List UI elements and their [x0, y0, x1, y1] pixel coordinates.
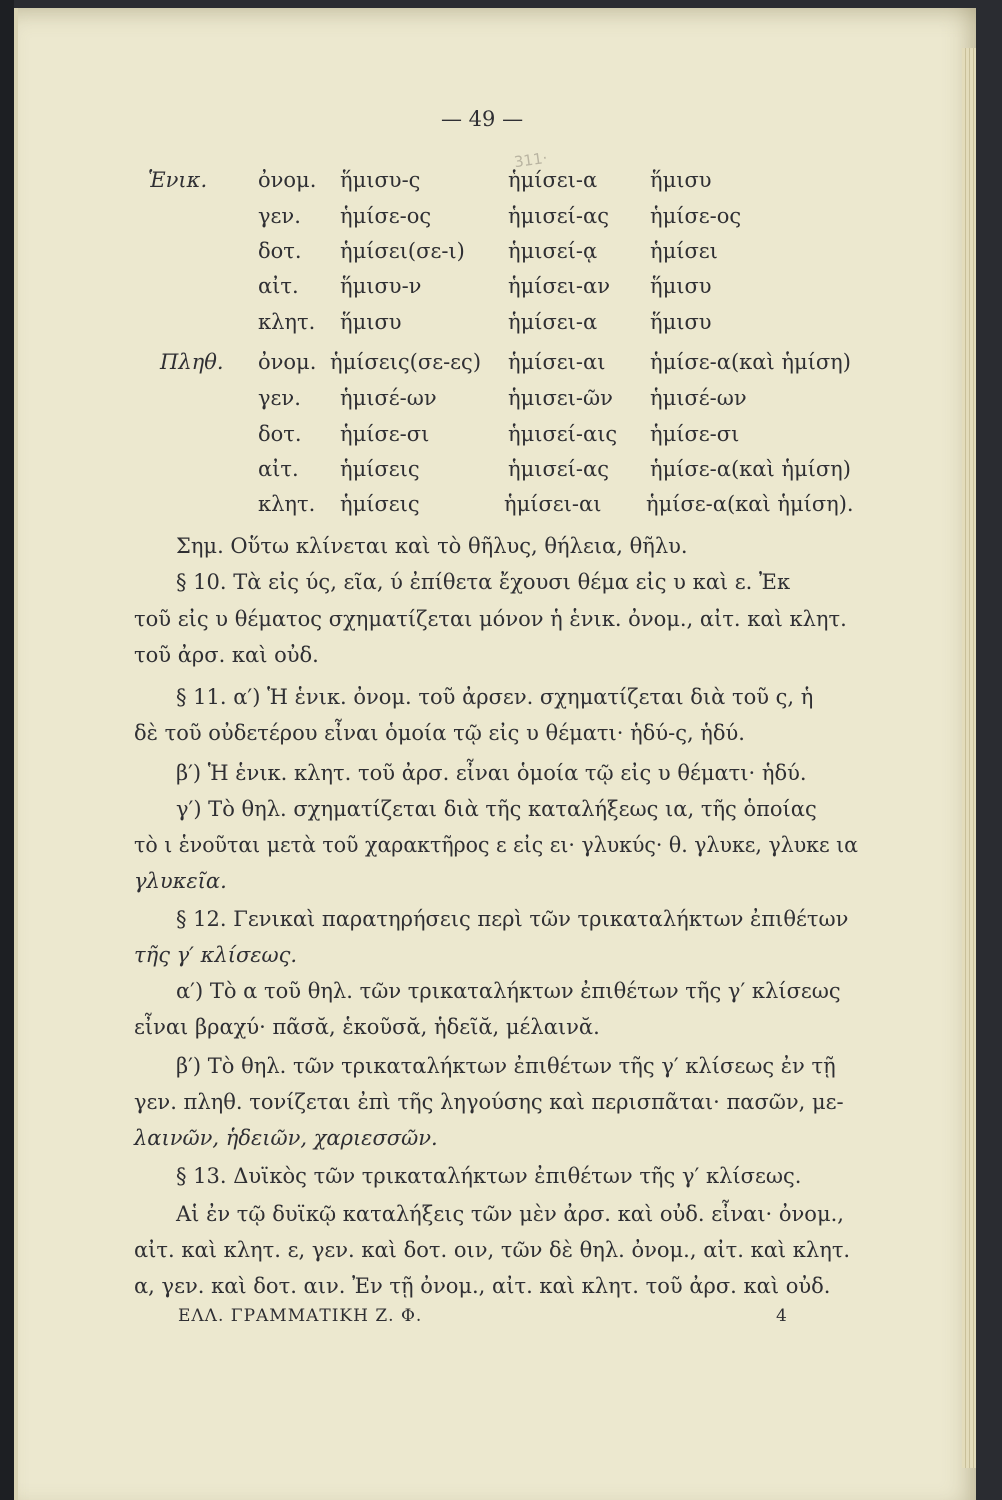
text-line: λαινῶν, ἡδειῶν, χαριεσσῶν. [134, 1126, 438, 1150]
text-line: γ′) Τὸ θηλ. σχηματίζεται διὰ τῆς καταλήξεως ια, τῆς ὁποίας [176, 797, 817, 821]
masculine-form: ἡμίσεις [340, 457, 420, 481]
text-line: α′) Τὸ α τοῦ θηλ. τῶν τρικαταλήκτων ἐπιθέτων τῆς γ′ κλίσεως [176, 979, 841, 1003]
case-label: κλητ. [258, 310, 316, 334]
case-label: δοτ. [258, 239, 302, 263]
feminine-form: ἡμίσει-α [508, 310, 598, 334]
text-line: γλυκεῖα. [134, 869, 227, 893]
masculine-form: ἡμίσε-ος [340, 204, 432, 228]
neuter-form: ἡμίσε-σι [650, 422, 740, 446]
text-line: δὲ τοῦ οὐδετέρου εἶναι ὁμοία τῷ εἰς υ θέματι· ἡδύ-ς, ἡδύ. [134, 721, 745, 745]
case-label: κλητ. [258, 492, 316, 516]
case-label: δοτ. [258, 422, 302, 446]
book-binding [0, 0, 14, 1500]
plural-label: Πληθ. [160, 350, 224, 374]
neuter-form: ἡμίσε-α(καὶ ἡμίση) [650, 350, 851, 374]
masculine-form: ἡμίσε-σι [340, 422, 430, 446]
masculine-form: ἥμισυ-ν [340, 274, 422, 298]
text-line: τοῦ εἰς υ θέματος σχηματίζεται μόνον ἡ ἑνικ. ὀνομ., αἰτ. καὶ κλητ. [134, 607, 847, 631]
signature-number: 4 [776, 1306, 788, 1326]
footer-title: ΕΛΛ. ΓΡΑΜΜΑΤΙΚΗ Ζ. Φ. [178, 1306, 423, 1326]
text-line: § 13. Δυϊκὸς τῶν τρικαταλήκτων ἐπιθέτων τῆς γ′ κλίσεως. [176, 1164, 802, 1188]
neuter-form: ἡμίσε-α(καὶ ἡμίση). [646, 492, 854, 516]
note-line: Σημ. Οὕτω κλίνεται καὶ τὸ θῆλυς, θήλεια, θῆλυ. [176, 534, 688, 558]
page-number: — 49 — [441, 107, 524, 131]
feminine-form: ἡμισεί-ας [508, 204, 609, 228]
masculine-form: ἡμίσει(σε-ι) [340, 239, 465, 263]
text-line: α, γεν. καὶ δοτ. αιν. Ἐν τῇ ὀνομ., αἰτ. καὶ κλητ. τοῦ ἀρσ. καὶ οὐδ. [134, 1274, 831, 1298]
masculine-form: ἡμισέ-ων [340, 386, 437, 410]
text-line: τὸ ι ἑνοῦται μετὰ τοῦ χαρακτῆρος ε εἰς ει· γλυκύς· θ. γλυκε, γλυκε ια [134, 833, 858, 857]
text-line: τῆς γ′ κλίσεως. [134, 943, 298, 967]
neuter-form: ἡμίσε-ος [650, 204, 742, 228]
masculine-form: ἡμίσεις [340, 492, 420, 516]
feminine-form: ἡμισεί-αις [508, 422, 618, 446]
neuter-form: ἡμίσει [650, 239, 718, 263]
masculine-form: ἥμισυ [340, 310, 402, 334]
text-line: § 10. Τὰ εἰς ύς, εῖα, ύ ἐπίθετα ἔχουσι θέμα εἰς υ καὶ ε. Ἐκ [176, 570, 791, 594]
text-line: γεν. πληθ. τονίζεται ἐπὶ τῆς ληγούσης καὶ περισπᾶται· πασῶν, με- [134, 1090, 844, 1114]
feminine-form: ἡμίσει-αν [508, 274, 610, 298]
feminine-form: ἡμίσει-αι [504, 492, 602, 516]
text-line: § 12. Γενικαὶ παρατηρήσεις περὶ τῶν τρικαταλήκτων ἐπιθέτων [176, 907, 849, 931]
text-line: εἶναι βραχύ· πᾶσᾰ, ἑκοῦσᾰ, ἡδεῖᾰ, μέλαινᾰ. [134, 1015, 600, 1039]
case-label: ὀνομ. [258, 168, 317, 192]
feminine-form: ἡμισεί-ας [508, 457, 609, 481]
text-line: Αἱ ἐν τῷ δυϊκῷ καταλήξεις τῶν μὲν ἀρσ. καὶ οὐδ. εἶναι· ὀνομ., [176, 1202, 844, 1226]
neuter-form: ἡμισέ-ων [650, 386, 747, 410]
feminine-form: ἡμίσει-αι [508, 350, 606, 374]
feminine-form: ἡμισει-ῶν [508, 386, 613, 410]
text-line: αἰτ. καὶ κλητ. ε, γεν. καὶ δοτ. οιν, τῶν δὲ θηλ. ὀνομ., αἰτ. καὶ κλητ. [134, 1238, 851, 1262]
neuter-form: ἥμισυ [650, 310, 712, 334]
case-label: ὀνομ. [258, 350, 317, 374]
text-line: β′) Τὸ θηλ. τῶν τρικαταλήκτων ἐπιθέτων τῆς γ′ κλίσεως ἐν τῇ [176, 1054, 836, 1078]
case-label: γεν. [258, 204, 301, 228]
masculine-form: ἡμίσεις(σε-ες) [330, 350, 482, 374]
page-edge [962, 48, 976, 1468]
case-label: αἰτ. [258, 457, 299, 481]
neuter-form: ἡμίσε-α(καὶ ἡμίση) [650, 457, 851, 481]
neuter-form: ἥμισυ [650, 274, 712, 298]
text-line: § 11. α′) Ἡ ἑνικ. ὀνομ. τοῦ ἀρσεν. σχηματίζεται διὰ τοῦ ς, ἡ [176, 685, 814, 709]
feminine-form: ἡμίσει-α [508, 168, 598, 192]
text-line: β′) Ἡ ἑνικ. κλητ. τοῦ ἀρσ. εἶναι ὁμοία τῷ εἰς υ θέματι· ἡδύ. [176, 761, 807, 785]
neuter-form: ἥμισυ [650, 168, 712, 192]
pencil-mark: 311· [512, 148, 549, 172]
feminine-form: ἡμισεί-ᾳ [508, 239, 598, 263]
case-label: αἰτ. [258, 274, 299, 298]
case-label: γεν. [258, 386, 301, 410]
singular-label: Ἑνικ. [148, 168, 208, 192]
text-line: τοῦ ἀρσ. καὶ οὐδ. [134, 643, 319, 667]
masculine-form: ἥμισυ-ς [340, 168, 421, 192]
